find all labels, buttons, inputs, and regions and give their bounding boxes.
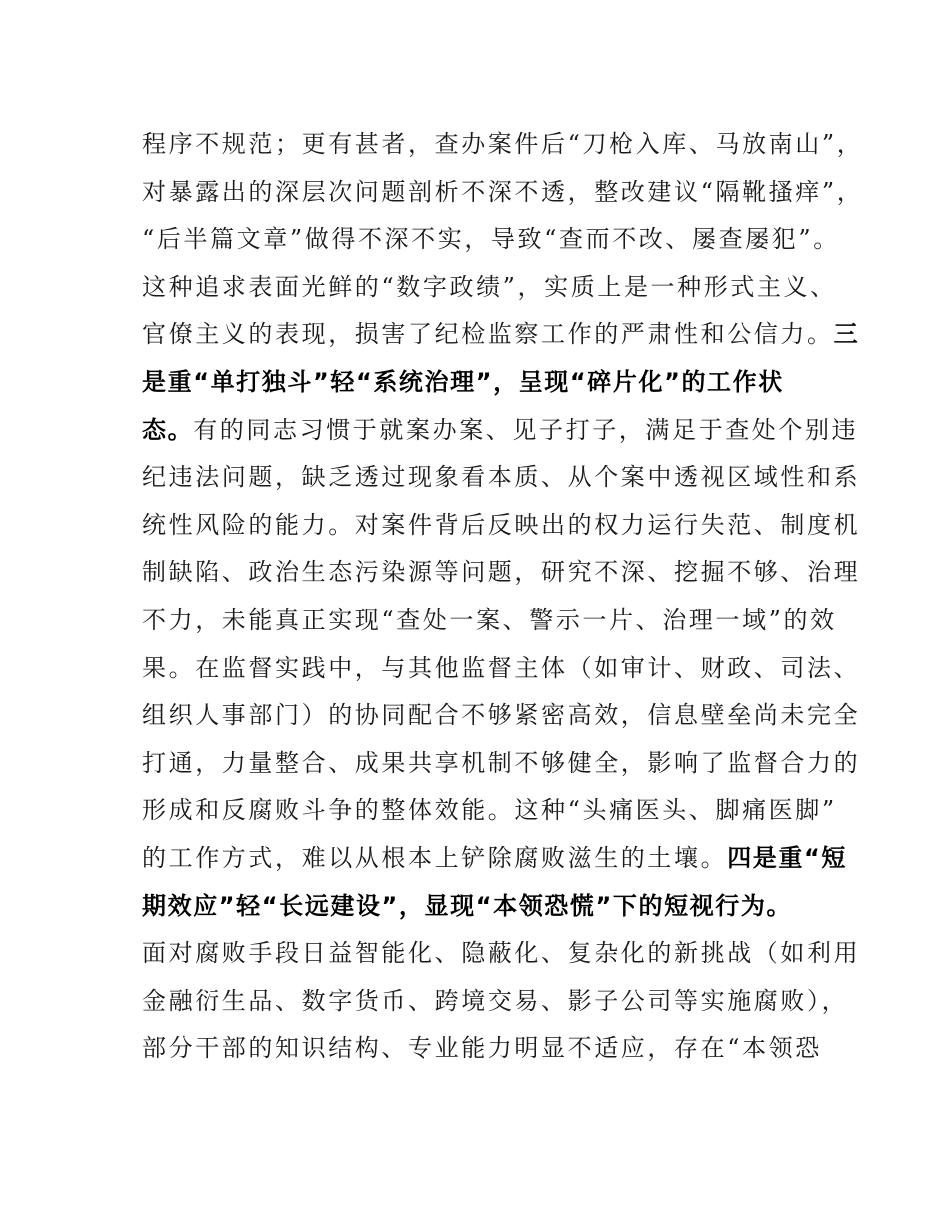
bold-heading-line: 期效应”轻“长远建设”，显现“本领恐慌”下的短视行为。 <box>142 891 793 920</box>
text-line <box>142 311 860 359</box>
text-line: 组织人事部门）的协同配合不够紧密高效，信息壁垒尚未完全 <box>142 701 861 730</box>
text-line: 制缺陷、政治生态污染源等问题，研究不深、挖掘不够、治理 <box>142 558 861 587</box>
text-segment: 的工作方式，难以从根本上铲除腐败滋生的土壤。 <box>142 843 728 872</box>
text-line: 程序不规范；更有甚者，查办案件后“刀枪入库、马放南山”， <box>142 130 864 158</box>
body-text <box>142 121 864 1073</box>
bold-heading-segment: 态。 <box>142 415 194 444</box>
text-line: 纪违法问题，缺乏透过现象看本质、从个案中透视区域性和系 <box>142 463 861 492</box>
bold-heading-segment: 四是重“短 <box>727 843 847 872</box>
text-line: 金融衍生品、数字货币、跨境交易、影子公司等实施腐败）， <box>142 986 849 1015</box>
text-line: 形成和反腐败斗争的整体效能。这种“头痛医头、脚痛医脚” <box>142 796 837 825</box>
text-line: 面对腐败手段日益智能化、隐蔽化、复杂化的新挑战（如利用 <box>142 939 861 968</box>
text-line: 这种追求表面光鲜的“数字政绩”，实质上是一种形式主义、 <box>142 272 837 301</box>
text-line: 果。在监督实践中，与其他监督主体（如审计、财政、司法、 <box>142 653 861 682</box>
text-line: 对暴露出的深层次问题剖析不深不透，整改建议“隔靴搔痒”， <box>142 177 864 206</box>
text-line: 不力，未能真正实现“查处一案、警示一片、治理一域”的效 <box>142 605 837 634</box>
text-line <box>142 835 847 883</box>
bold-heading-line: 是重“单打独斗”轻“系统治理”，呈现“碎片化”的工作状 <box>142 367 784 396</box>
text-line: 打通，力量整合、成果共享机制不够健全，影响了监督合力的 <box>142 748 861 777</box>
text-line <box>142 407 859 455</box>
text-line: 统性风险的能力。对案件背后反映出的权力运行失范、制度机 <box>142 510 861 539</box>
text-line: “后半篇文章”做得不深不实，导致“查而不改、屡查屡犯”。 <box>142 225 840 254</box>
text-segment: 有的同志习惯于就案办案、见子打子，满足于查处个别违 <box>193 415 859 444</box>
text-line: 部分干部的知识结构、专业能力明显不适应，存在“本领恐 <box>142 1034 822 1063</box>
bold-heading-segment: 三 <box>833 320 860 349</box>
text-segment: 官僚主义的表现，损害了纪检监察工作的严肃性和公信力。 <box>142 320 834 349</box>
